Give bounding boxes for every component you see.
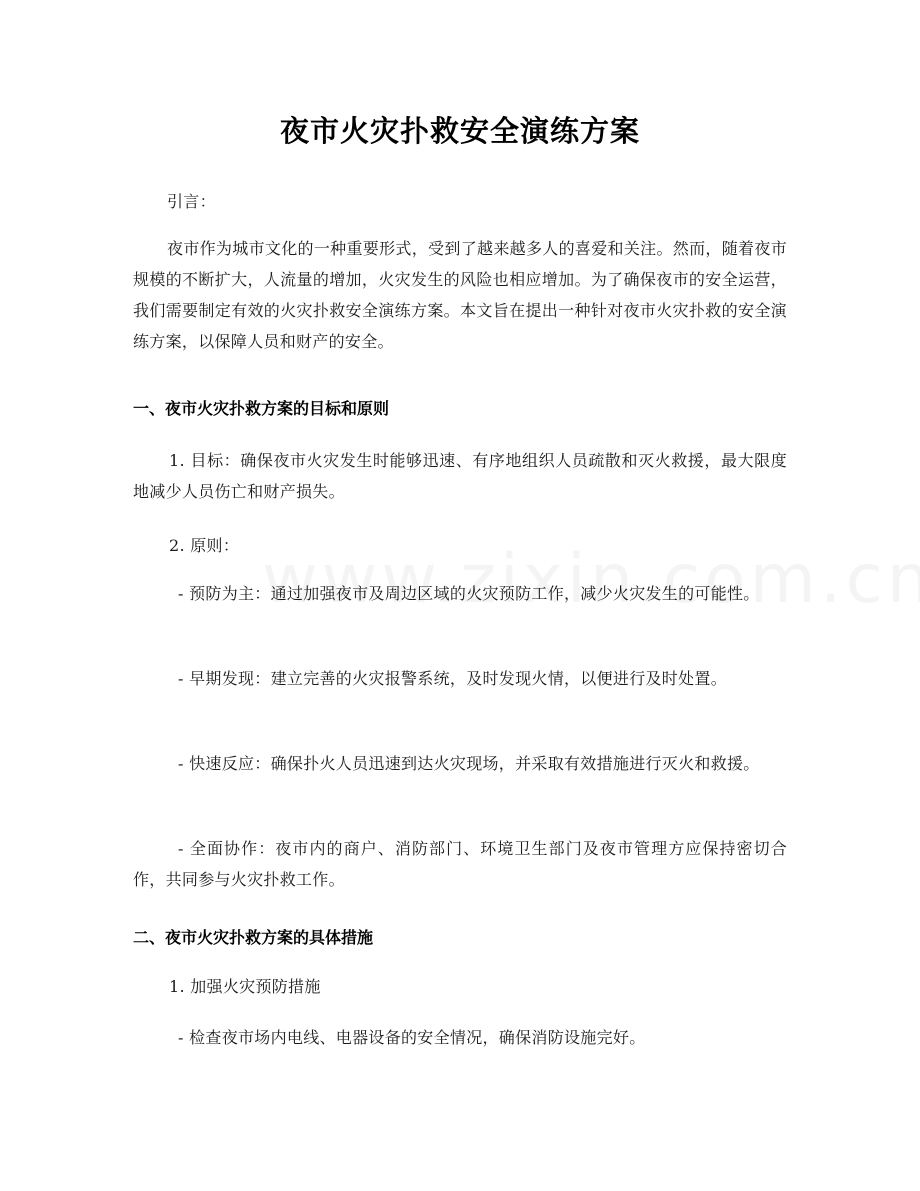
section1-principles-label: 2. 原则： (169, 536, 240, 555)
section2-item1: 1. 加强火灾预防措施 (169, 977, 321, 996)
section1-heading: 一、夜市火灾扑救方案的目标和原则 (133, 399, 390, 418)
section2-sub1: - 检查夜市场内电线、电器设备的安全情况，确保消防设施完好。 (178, 1028, 646, 1047)
principle-early-detection: - 早期发现：建立完善的火灾报警系统，及时发现火情，以便进行及时处置。 (178, 669, 727, 688)
intro-label: 引言： (167, 192, 216, 211)
section2-heading: 二、夜市火灾扑救方案的具体措施 (133, 928, 374, 947)
principle-cooperation: - 全面协作：夜市内的商户、消防部门、环境卫生部门及夜市管理方应保持密切合作，共同参与火灾扑救工作。 (133, 839, 787, 889)
document-title: 夜市火灾扑救安全演练方案 (279, 114, 640, 148)
principle-prevention: - 预防为主：通过加强夜市及周边区域的火灾预防工作，减少火灾发生的可能性。 (178, 584, 760, 603)
intro-paragraph: 夜市作为城市文化的一种重要形式，受到了越来越多人的喜爱和关注。然而，随着夜市规模的不断扩大，人流量的增加，火灾发生的风险也相应增加。为了确保夜市的安全运营，我们需要制定有效的火灾扑救安全演练方案。本文旨在提出一种针对夜市火灾扑救的安全演练方案，以保障人员和财产的安全。 (133, 239, 787, 351)
section1-goal: 1. 目标：确保夜市火灾发生时能够迅速、有序地组织人员疏散和灭火救援，最大限度地减少人员伤亡和财产损失。 (133, 451, 787, 501)
principle-rapid-response: - 快速反应：确保扑火人员迅速到达火灾现场，并采取有效措施进行灭火和救援。 (178, 754, 760, 773)
